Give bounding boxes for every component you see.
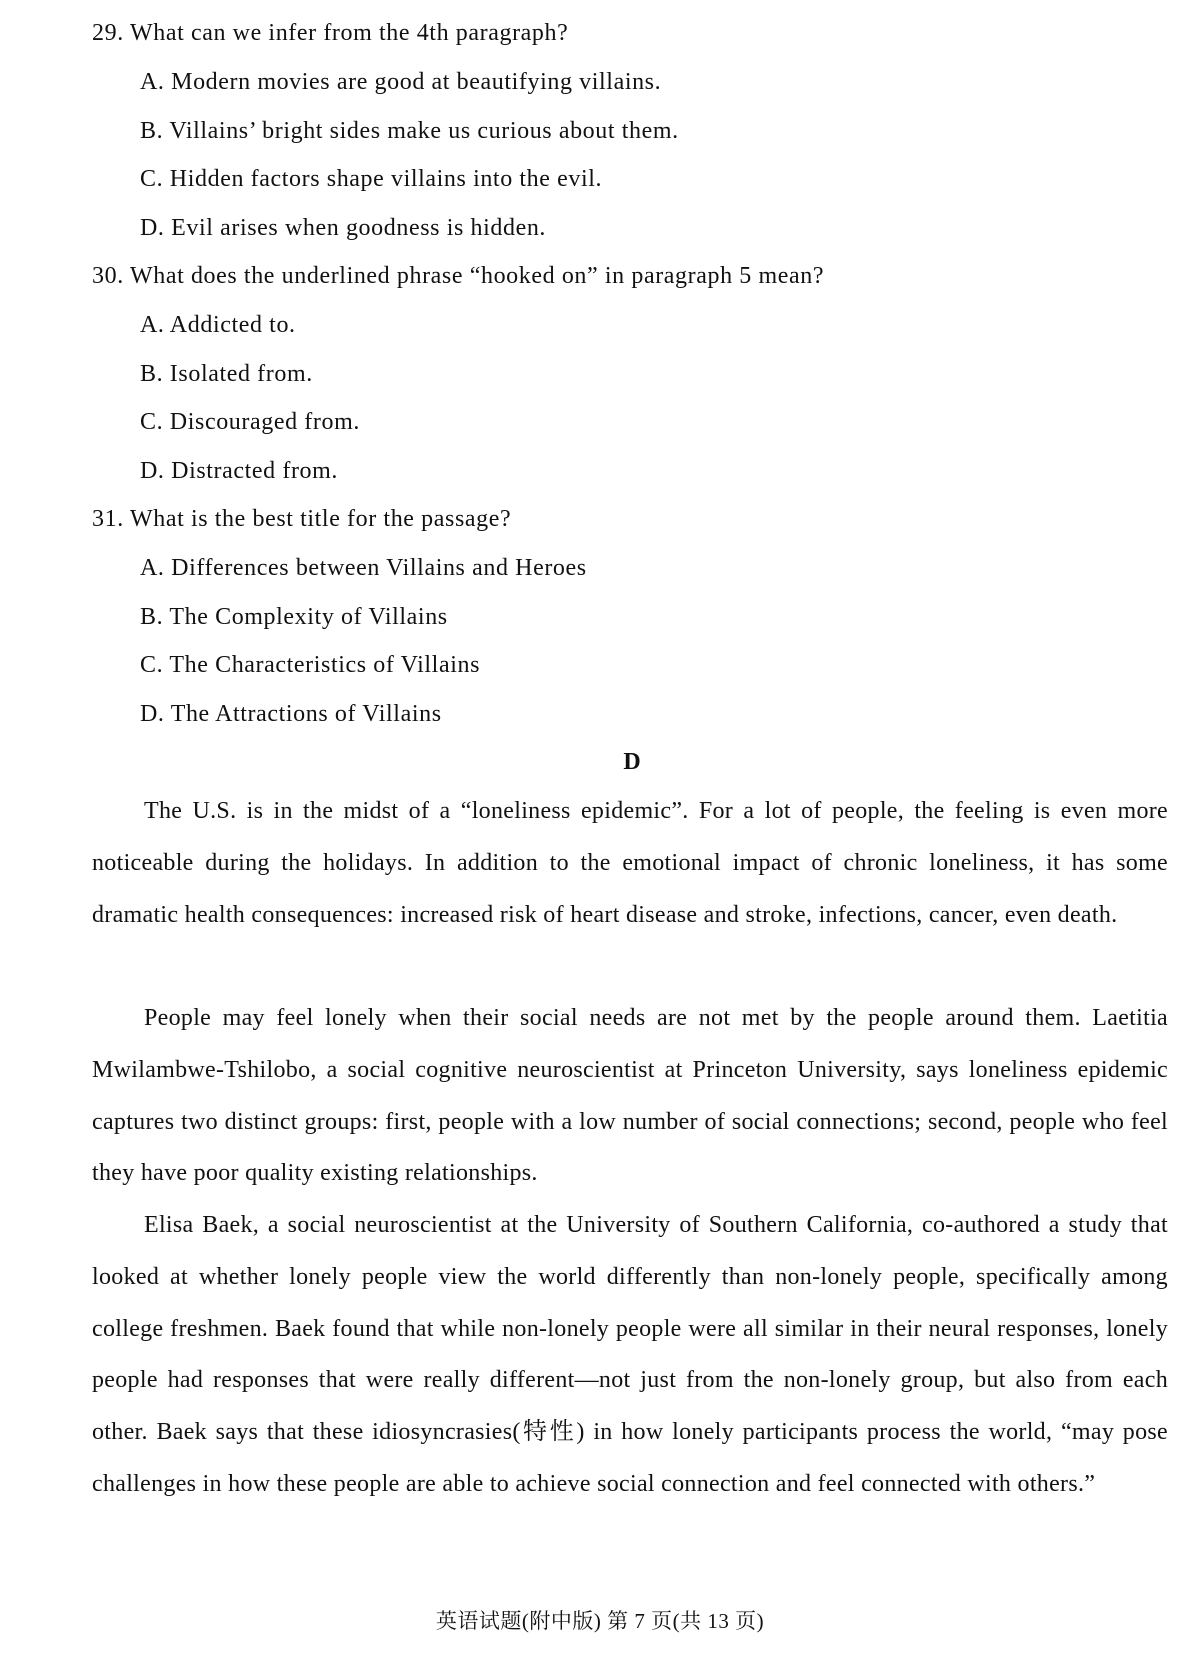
passage-paragraph-1: The U.S. is in the midst of a “loneliness epidemic”. For a lot of people, the feeling is even more noticeable during the holidays. In addition to the emotional impact of chronic loneliness, it has some dramatic health consequences: increased risk of heart disease and stroke, infections, cancer, even death. [92, 798, 1168, 928]
question-29-option-b: B. Villains’ bright sides make us curious about them. [140, 118, 679, 144]
question-30-stem: 30. What does the underlined phrase “hooked on” in paragraph 5 mean? [92, 263, 825, 289]
question-31-option-c: C. The Characteristics of Villains [140, 652, 481, 678]
question-29-stem: 29. What can we infer from the 4th paragraph? [92, 20, 569, 46]
question-30-option-b: B. Isolated from. [140, 361, 313, 387]
question-29-option-c: C. Hidden factors shape villains into the evil. [140, 166, 603, 192]
question-29-option-a: A. Modern movies are good at beautifying villains. [140, 69, 662, 95]
question-30-option-c: C. Discouraged from. [140, 409, 360, 435]
question-30-option-d: D. Distracted from. [140, 458, 339, 484]
question-29-option-d: D. Evil arises when goodness is hidden. [140, 215, 547, 241]
question-31-option-a: A. Differences between Villains and Heroes [140, 555, 587, 581]
passage-paragraph-3: Elisa Baek, a social neuroscientist at the University of Southern California, co-authored a study that looked at whether lonely people view the world differently than non-lonely people, specifically among college freshmen. Baek found that while non-lonely people were all similar in their neural responses, lonely people had responses that were really different—not just from the non-lonely group, but also from each other. Baek says that these idiosyncrasies(特性) in how lonely participants process the world, “may pose challenges in how these people are able to achieve social connection and feel connected with others.” [92, 1212, 1168, 1497]
question-31-option-d: D. The Attractions of Villains [140, 701, 442, 727]
question-30-option-a: A. Addicted to. [140, 312, 296, 338]
page-footer: 英语试题(附中版) 第 7 页(共 13 页) [435, 1609, 765, 1633]
section-heading: D [623, 749, 641, 775]
question-31-option-b: B. The Complexity of Villains [140, 604, 448, 630]
question-31-stem: 31. What is the best title for the passage? [92, 506, 512, 532]
passage-paragraph-2: People may feel lonely when their social needs are not met by the people around them. Laetitia Mwilambwe-Tshilobo, a social cognitive neuroscientist at Princeton University, says loneliness epidemic captures two distinct groups: first, people with a low number of social connections; second, people who feel they have poor quality existing relationships. [92, 1005, 1168, 1187]
